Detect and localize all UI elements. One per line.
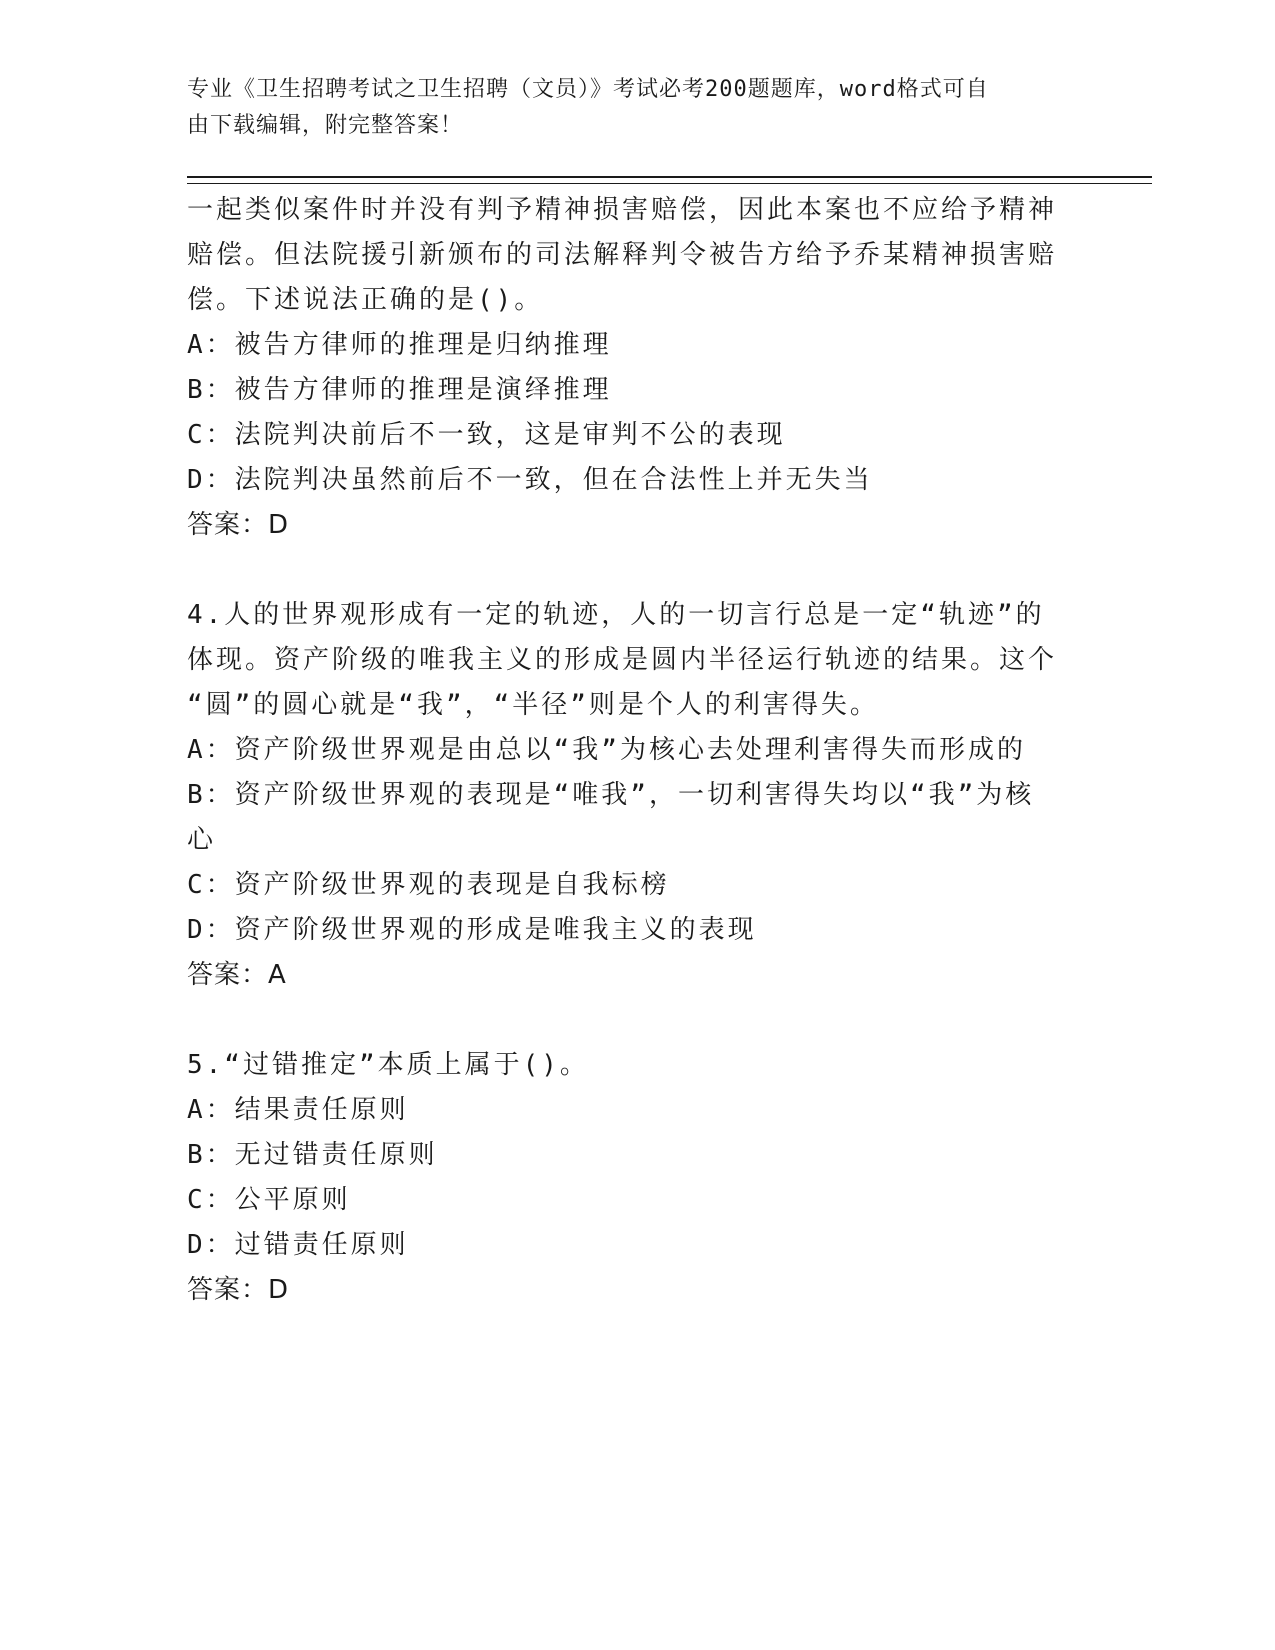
- option-a: A：资产阶级世界观是由总以“我”为核心去处理利害得失而形成的: [187, 735, 1026, 765]
- option-b-continued: 心: [187, 825, 217, 855]
- question-stem-line: “圆”的圆心就是“我”，“半径”则是个人的利害得失。: [187, 690, 879, 720]
- option-b: B：资产阶级世界观的表现是“唯我”，一切利害得失均以“我”为核: [187, 780, 1035, 810]
- option-c: C：法院判决前后不一致，这是审判不公的表现: [187, 420, 786, 450]
- option-c: C：公平原则: [187, 1185, 351, 1215]
- spacer: [187, 548, 1087, 593]
- page-header: [187, 72, 1067, 144]
- answer-label: 答案：A: [187, 960, 287, 990]
- header-line-1: 专业《卫生招聘考试之卫生招聘（文员）》考试必考200题题库，word格式可自: [187, 77, 989, 102]
- option-c: C：资产阶级世界观的表现是自我标榜: [187, 870, 670, 900]
- header-divider: [187, 176, 1152, 184]
- answer-label: 答案：D: [187, 510, 290, 540]
- option-b: B：无过错责任原则: [187, 1140, 438, 1170]
- spacer: [187, 998, 1087, 1043]
- question-stem-line: 一起类似案件时并没有判予精神损害赔偿，因此本案也不应给予精神: [187, 195, 1058, 225]
- question-stem-line: 体现。资产阶级的唯我主义的形成是圆内半径运行轨迹的结果。这个: [187, 645, 1058, 675]
- question-stem-line: 偿。下述说法正确的是()。: [187, 285, 544, 315]
- question-stem-line: 4.人的世界观形成有一定的轨迹，人的一切言行总是一定“轨迹”的: [187, 600, 1045, 630]
- option-d: D：资产阶级世界观的形成是唯我主义的表现: [187, 915, 757, 945]
- question-5: [187, 1043, 1087, 1313]
- option-a: A：结果责任原则: [187, 1095, 409, 1125]
- option-a: A：被告方律师的推理是归纳推理: [187, 330, 612, 360]
- question-list: [187, 188, 1087, 1313]
- option-b: B：被告方律师的推理是演绎推理: [187, 375, 612, 405]
- header-line-2: 由下载编辑，附完整答案！: [187, 113, 464, 138]
- question-stem-line: 5.“过错推定”本质上属于()。: [187, 1050, 589, 1080]
- question-4: [187, 593, 1087, 998]
- question-3: [187, 188, 1087, 548]
- question-stem-line: 赔偿。但法院援引新颁布的司法解释判令被告方给予乔某精神损害赔: [187, 240, 1058, 270]
- option-d: D：过错责任原则: [187, 1230, 409, 1260]
- option-d: D：法院判决虽然前后不一致，但在合法性上并无失当: [187, 465, 873, 495]
- answer-label: 答案：D: [187, 1275, 290, 1305]
